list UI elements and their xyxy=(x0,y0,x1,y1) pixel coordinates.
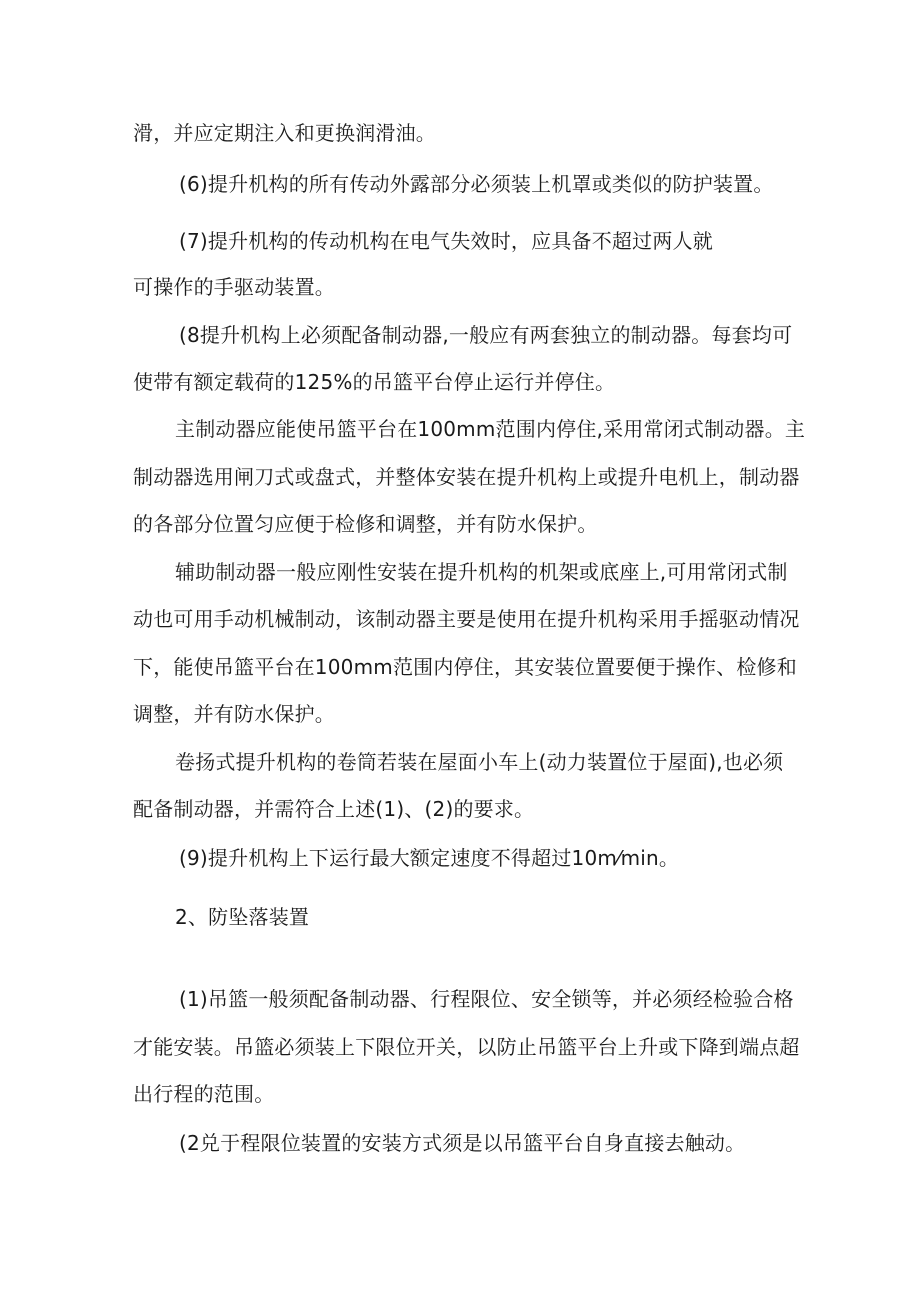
text-line: (8提升机构上必须配备制动器,一般应有两套独立的制动器。每套均可 xyxy=(179,323,793,347)
text-line: 下，能使吊篮平台在100mm范围内停住，其安装位置要便于操作、检修和 xyxy=(133,655,797,679)
text-line: (7)提升机构的传动机构在电气失效时，应具备不超过两人就 xyxy=(179,229,713,253)
text-line: 动也可用手动机械制动，该制动器主要是使用在提升机构采用手摇驱动情况 xyxy=(133,607,800,631)
text-line: 辅助制动器一般应刚性安装在提升机构的机架或底座上,可用常闭式制 xyxy=(175,560,788,584)
text-line: 可操作的手驱动装置。 xyxy=(133,275,335,299)
text-line: 制动器选用闸刀式或盘式，并整体安装在提升机构上或提升电机上，制动器 xyxy=(133,465,800,489)
text-line: (6)提升机构的所有传动外露部分必须装上机罩或类似的防护装置。 xyxy=(179,172,774,196)
text-line: 使带有额定载荷的125%的吊篮平台停止运行并停住。 xyxy=(133,370,616,394)
text-line: 出行程的范围。 xyxy=(133,1082,275,1106)
text-line: (2兑于程限位装置的安装方式须是以吊篮平台自身直接去触动。 xyxy=(179,1131,746,1155)
text-line: (1)吊篮一般须配备制动器、行程限位、安全锁等，并必须经检验合格 xyxy=(179,987,794,1011)
text-line: 滑，并应定期注入和更换润滑油。 xyxy=(133,121,436,145)
text-line: 才能安装。吊篮必须装上下限位开关，以防止吊篮平台上升或下降到端点超 xyxy=(133,1035,800,1059)
text-line: 卷扬式提升机构的卷筒若装在屋面小车上(动力装置位于屋面),也必须 xyxy=(175,750,784,774)
text-line: 配备制动器，并需符合上述(1)、(2)的要求。 xyxy=(133,797,535,821)
text-line: 主制动器应能使吊篮平台在100mm范围内停住,采用常闭式制动器。主 xyxy=(175,417,806,441)
text-line: (9)提升机构上下运行最大额定速度不得超过10m⁄min。 xyxy=(179,846,680,870)
section-heading: 2、防坠落装置 xyxy=(175,905,310,929)
text-line: 的各部分位置匀应便于检修和调整，并有防水保护。 xyxy=(133,512,598,536)
text-line: 调整，并有防水保护。 xyxy=(133,702,335,726)
